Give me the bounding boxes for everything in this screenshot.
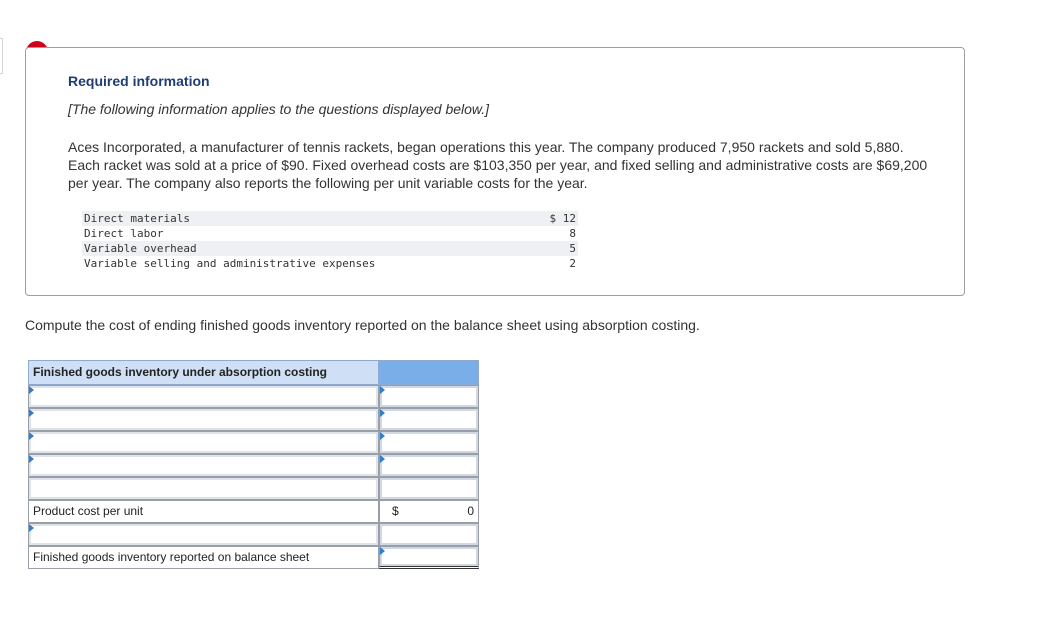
table-row xyxy=(82,211,578,226)
cost-amount-input[interactable] xyxy=(380,386,478,407)
variable-cost-table xyxy=(82,211,578,271)
cost-amount: 8 xyxy=(569,227,576,240)
currency-symbol: $ xyxy=(392,504,399,518)
product-cost-value: 0 xyxy=(467,504,474,518)
worksheet-row xyxy=(28,454,479,477)
worksheet-row xyxy=(28,477,479,500)
cost-label: Variable overhead xyxy=(82,241,518,256)
cost-item-select[interactable] xyxy=(29,386,378,407)
dropdown-flag-icon xyxy=(380,547,385,555)
cost-amount-input[interactable] xyxy=(380,409,478,430)
cost-amount-input[interactable] xyxy=(380,478,478,499)
table-row xyxy=(82,226,578,241)
product-cost-row xyxy=(28,500,479,523)
finished-goods-row xyxy=(28,546,479,569)
dropdown-flag-icon xyxy=(29,455,34,463)
dropdown-flag-icon xyxy=(29,409,34,417)
cost-label: Variable selling and administrative expenses xyxy=(84,257,376,270)
finished-goods-label: Finished goods inventory reported on balance sheet xyxy=(33,550,310,564)
problem-description: Aces Incorporated, a manufacturer of tennis rackets, began operations this year. The company produced 7,950 rackets and sold 5,880. Each racket was sold at a price of $90. Fixed overhead costs are $103,350 per year, and fixed selling and administrative costs are $69,200 per year. The company also reports the following per unit variable costs for the year. xyxy=(68,139,928,191)
cost-label: Direct materials xyxy=(82,211,518,226)
cost-item-select[interactable] xyxy=(29,455,378,476)
required-info-subtitle: [The following information applies to the questions displayed below.] xyxy=(68,101,490,117)
absorption-costing-worksheet xyxy=(28,360,479,569)
product-cost-total xyxy=(380,501,478,522)
cost-amount: $ 12 xyxy=(518,211,578,226)
question-prompt: Compute the cost of ending finished goods inventory reported on the balance sheet using absorption costing. xyxy=(25,317,700,333)
required-info-title: Required information xyxy=(68,73,210,89)
worksheet-row xyxy=(28,385,479,408)
left-edge-tab xyxy=(0,38,3,74)
worksheet-header-title: Finished goods inventory under absorption costing xyxy=(33,365,328,379)
cost-item-select[interactable] xyxy=(29,432,378,453)
worksheet-header-value-cell xyxy=(379,360,479,385)
cost-item-select[interactable] xyxy=(29,478,378,499)
cost-label: Direct labor xyxy=(84,227,164,240)
units-item-select[interactable] xyxy=(29,524,378,545)
units-row xyxy=(28,523,479,546)
cost-item-select[interactable] xyxy=(29,409,378,430)
units-amount-input[interactable] xyxy=(380,524,478,545)
required-information-panel xyxy=(25,47,965,296)
cost-amount-input[interactable] xyxy=(380,432,478,453)
cost-amount: 2 xyxy=(569,257,576,270)
dropdown-flag-icon xyxy=(29,524,34,532)
dropdown-flag-icon xyxy=(29,386,34,394)
cost-amount: 5 xyxy=(518,241,578,256)
table-row xyxy=(82,241,578,256)
finished-goods-inventory-input[interactable] xyxy=(380,547,478,566)
worksheet-row xyxy=(28,431,479,454)
dropdown-flag-icon xyxy=(380,432,385,440)
product-cost-label: Product cost per unit xyxy=(33,504,144,518)
worksheet-row xyxy=(28,408,479,431)
dropdown-flag-icon xyxy=(380,409,385,417)
worksheet-header-cell xyxy=(28,360,379,385)
dropdown-flag-icon xyxy=(380,386,385,394)
dropdown-flag-icon xyxy=(29,432,34,440)
cost-amount-input[interactable] xyxy=(380,455,478,476)
worksheet-header-row xyxy=(28,360,479,385)
dropdown-flag-icon xyxy=(380,455,385,463)
table-row xyxy=(82,256,578,271)
